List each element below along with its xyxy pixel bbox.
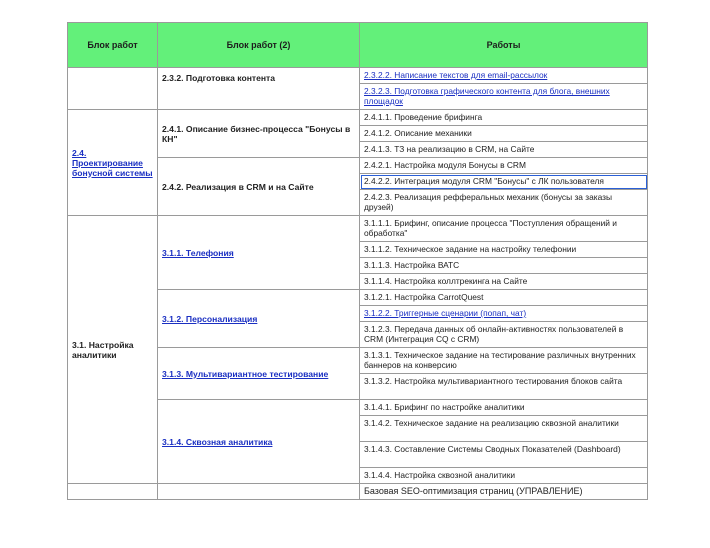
work-link[interactable]: 2.3.2.3. Подготовка графического контента для блога, внешних площадок <box>364 86 610 106</box>
header-block-2[interactable]: Блок работ (2) <box>158 23 360 68</box>
table-row <box>68 68 648 84</box>
work-cell[interactable]: 3.1.4.3. Составление Системы Сводных Показателей (Dashboard) <box>360 442 648 468</box>
work-cell[interactable]: 2.4.1.1. Проведение брифинга <box>360 110 648 126</box>
block2-link[interactable]: 3.1.2. Персонализация <box>162 313 258 324</box>
table-row <box>68 216 648 242</box>
work-cell[interactable]: 3.1.3.2. Настройка мультивариантного тестирования блоков сайта <box>360 374 648 400</box>
work-cell[interactable]: 2.4.2.3. Реализация рефферальных механик (бонусы за заказы друзей) <box>360 190 648 216</box>
work-cell[interactable]: 3.1.1.4. Настройка коллтрекинга на Сайте <box>360 274 648 290</box>
block-link[interactable]: 2.4. Проектирование бонусной системы <box>72 147 153 178</box>
work-cell[interactable]: 2.4.1.3. ТЗ на реализацию в CRM, на Сайте <box>360 142 648 158</box>
table-row <box>68 484 648 500</box>
block-cell[interactable] <box>68 110 158 216</box>
block2-cell-empty[interactable] <box>158 484 360 500</box>
work-cell[interactable]: 3.1.1.3. Настройка ВАТС <box>360 258 648 274</box>
block2-link[interactable]: 3.1.4. Сквозная аналитика <box>162 436 273 447</box>
block2-cell[interactable] <box>158 348 360 400</box>
work-cell[interactable]: 3.1.1.2. Техническое задание на настройку телефонии <box>360 242 648 258</box>
block-cell-empty[interactable] <box>68 68 158 110</box>
block2-cell[interactable] <box>158 400 360 484</box>
block2-cell[interactable] <box>158 290 360 348</box>
block2-link[interactable]: 3.1.1. Телефония <box>162 247 234 258</box>
block2-cell[interactable]: 2.4.2. Реализация в CRM и на Сайте <box>158 158 360 216</box>
work-cell[interactable]: 3.1.4.2. Техническое задание на реализацию сквозной аналитики <box>360 416 648 442</box>
works-table <box>67 22 648 500</box>
work-cell[interactable]: 3.1.1.1. Брифинг, описание процесса "Поступления обращений и обработка" <box>360 216 648 242</box>
work-cell[interactable]: 2.4.2.1. Настройка модуля Бонусы в CRM <box>360 158 648 174</box>
work-cell[interactable]: 3.1.2.1. Настройка CarrotQuest <box>360 290 648 306</box>
block2-cell[interactable]: 2.3.2. Подготовка контента <box>158 68 360 110</box>
work-cell-selected[interactable]: 2.4.2.2. Интеграция модуля CRM "Бонусы" с ЛК пользователя <box>360 174 648 190</box>
work-link[interactable]: 2.3.2.2. Написание текстов для email-рассылок <box>364 70 548 80</box>
work-cell[interactable]: Базовая SEO-оптимизация страниц (УПРАВЛЕНИЕ) <box>360 484 648 500</box>
block2-link[interactable]: 3.1.3. Мультивариантное тестирование <box>162 368 329 379</box>
block2-cell[interactable]: 2.4.1. Описание бизнес-процесса "Бонусы в КН" <box>158 110 360 158</box>
block-cell-empty[interactable] <box>68 484 158 500</box>
block2-cell[interactable] <box>158 216 360 290</box>
header-block[interactable]: Блок работ <box>68 23 158 68</box>
table-row <box>68 110 648 126</box>
header-row <box>68 23 648 68</box>
work-link[interactable]: 3.1.2.2. Триггерные сценарии (попап, чат) <box>364 308 527 318</box>
work-cell[interactable]: 3.1.2.3. Передача данных об онлайн-активностях пользователей в CRM (Интеграция CQ с CRM) <box>360 322 648 348</box>
header-works[interactable]: Работы <box>360 23 648 68</box>
work-cell[interactable]: 3.1.4.4. Настройка сквозной аналитики <box>360 468 648 484</box>
block-cell[interactable]: 3.1. Настройка аналитики <box>68 216 158 484</box>
work-cell[interactable] <box>360 84 648 110</box>
work-cell[interactable]: 3.1.4.1. Брифинг по настройке аналитики <box>360 400 648 416</box>
work-cell[interactable]: 3.1.3.1. Техническое задание на тестирование различных внутренних баннеров на конверсию <box>360 348 648 374</box>
work-cell[interactable] <box>360 68 648 84</box>
work-cell[interactable]: 2.4.1.2. Описание механики <box>360 126 648 142</box>
spreadsheet <box>67 22 647 500</box>
work-cell[interactable] <box>360 306 648 322</box>
